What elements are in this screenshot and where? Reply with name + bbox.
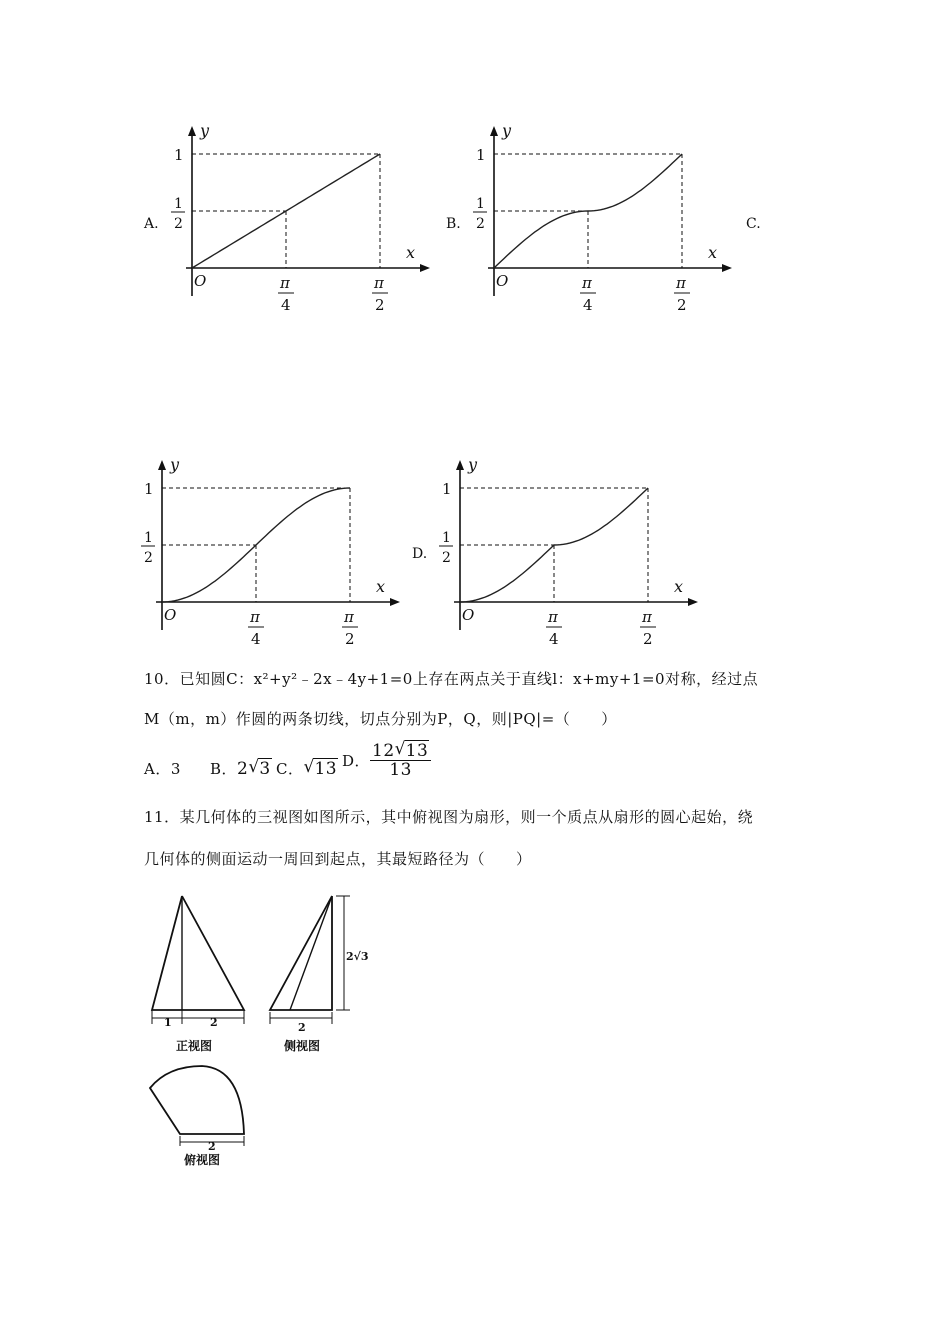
tick-x-half-pi-num: π — [374, 274, 384, 292]
choice-a-label: A. — [144, 216, 159, 232]
tick-x-half-pi-den: 2 — [345, 630, 355, 648]
tick-y-one: 1 — [442, 480, 452, 498]
q11-line2: 几何体的侧面运动一周回到起点，其最短路径为（ ） — [144, 850, 532, 868]
tick-y-half-den: 2 — [442, 550, 451, 566]
q10-option-d-fraction — [370, 742, 431, 779]
q10-option-b-rad: 3 — [259, 759, 271, 779]
origin-label: O — [496, 272, 509, 290]
tick-y-one: 1 — [476, 146, 486, 164]
top-view — [150, 1066, 244, 1167]
q10-option-b-coef: 2 — [237, 759, 249, 779]
tick-x-half-pi-num: π — [676, 274, 686, 292]
q10-option-c-rad: 13 — [314, 759, 338, 779]
graph-c — [130, 452, 410, 652]
q10-option-c-label: C． — [276, 760, 304, 778]
side-dim-height: 2√3 — [346, 950, 369, 963]
y-axis-label: y — [200, 121, 210, 140]
front-view-label: 正视图 — [176, 1039, 213, 1053]
q10-option-c-sqrt — [303, 759, 338, 779]
side-view-label: 侧视图 — [284, 1039, 321, 1053]
tick-y-half-den: 2 — [144, 550, 153, 566]
y-axis-arrow — [490, 126, 498, 136]
q10-line1: 10．已知圆C：x²+y²﹣2x﹣4y+1=0上存在两点关于直线l：x+my+1=0对称，经过点 — [144, 670, 759, 688]
x-axis-arrow — [420, 264, 430, 272]
q10-option-d-sqrt — [395, 742, 430, 760]
choice-d-label: D. — [412, 546, 428, 562]
q10-option-d — [342, 742, 431, 779]
q10-option-d-num-rad: 13 — [405, 741, 429, 761]
graph-b — [462, 118, 742, 318]
tick-y-half-num: 1 — [144, 530, 153, 546]
tick-y-half-den: 2 — [476, 216, 485, 232]
choice-b-label: B. — [446, 216, 461, 232]
x-axis-label: x — [376, 577, 386, 596]
tick-x-half-pi-num: π — [642, 608, 652, 626]
x-axis-label: x — [406, 243, 416, 262]
tick-y-one: 1 — [174, 146, 184, 164]
y-axis-arrow — [456, 460, 464, 470]
y-axis-arrow — [158, 460, 166, 470]
side-view — [270, 896, 369, 1053]
x-axis-label: x — [674, 577, 684, 596]
tick-y-half-num: 1 — [174, 196, 183, 212]
tick-x-half-pi-den: 2 — [677, 296, 687, 314]
q10-line2: M（m，m）作圆的两条切线，切点分别为P，Q，则|PQ|=（ ） — [144, 710, 617, 728]
tick-y-half-den: 2 — [174, 216, 183, 232]
q10-option-a: A．3 — [144, 760, 181, 778]
tick-x-quarter-pi-den: 4 — [549, 630, 559, 648]
y-axis-label: y — [502, 121, 512, 140]
front-view — [152, 896, 244, 1053]
q10-option-d-label: D． — [342, 752, 371, 770]
top-dim-2: 2 — [208, 1140, 216, 1153]
tick-x-quarter-pi-den: 4 — [583, 296, 593, 314]
y-axis-label: y — [170, 455, 180, 474]
y-axis-arrow — [188, 126, 196, 136]
tick-x-quarter-pi-num: π — [280, 274, 290, 292]
tick-x-half-pi-den: 2 — [643, 630, 653, 648]
front-dim-1: 1 — [164, 1016, 172, 1029]
q10-option-c-value — [303, 759, 338, 779]
choice-c-label: C. — [746, 216, 761, 232]
x-axis-arrow — [722, 264, 732, 272]
tick-x-quarter-pi-den: 4 — [251, 630, 261, 648]
q10-option-b-sqrt — [248, 759, 271, 779]
graph-d — [428, 452, 708, 652]
tick-x-quarter-pi-num: π — [582, 274, 592, 292]
origin-label: O — [462, 606, 475, 624]
q10-option-b-value — [237, 759, 272, 779]
q11-line1: 11．某几何体的三视图如图所示，其中俯视图为扇形，则一个质点从扇形的圆心起始，绕 — [144, 808, 754, 826]
x-axis-arrow — [688, 598, 698, 606]
y-axis-label: y — [468, 455, 478, 474]
tick-y-half-num: 1 — [442, 530, 451, 546]
q10-option-c — [276, 758, 338, 779]
tick-x-quarter-pi-den: 4 — [281, 296, 291, 314]
q10-option-d-denominator: 13 — [389, 760, 412, 780]
three-view-figure — [140, 888, 400, 1178]
graph-a — [160, 118, 440, 318]
tick-y-half-num: 1 — [476, 196, 485, 212]
origin-label: O — [194, 272, 207, 290]
q10-option-d-num-coef: 12 — [372, 741, 395, 761]
tick-x-half-pi-num: π — [344, 608, 354, 626]
x-axis-label: x — [708, 243, 718, 262]
q10-option-b — [210, 758, 272, 779]
q10-option-b-label: B． — [210, 760, 238, 778]
side-dim-2: 2 — [298, 1021, 306, 1034]
tick-x-quarter-pi-num: π — [548, 608, 558, 626]
tick-x-quarter-pi-num: π — [250, 608, 260, 626]
origin-label: O — [164, 606, 177, 624]
tick-x-half-pi-den: 2 — [375, 296, 385, 314]
tick-y-one: 1 — [144, 480, 154, 498]
top-view-label: 俯视图 — [184, 1153, 221, 1167]
q10-option-d-numerator — [370, 742, 431, 761]
front-dim-2: 2 — [210, 1016, 218, 1029]
x-axis-arrow — [390, 598, 400, 606]
